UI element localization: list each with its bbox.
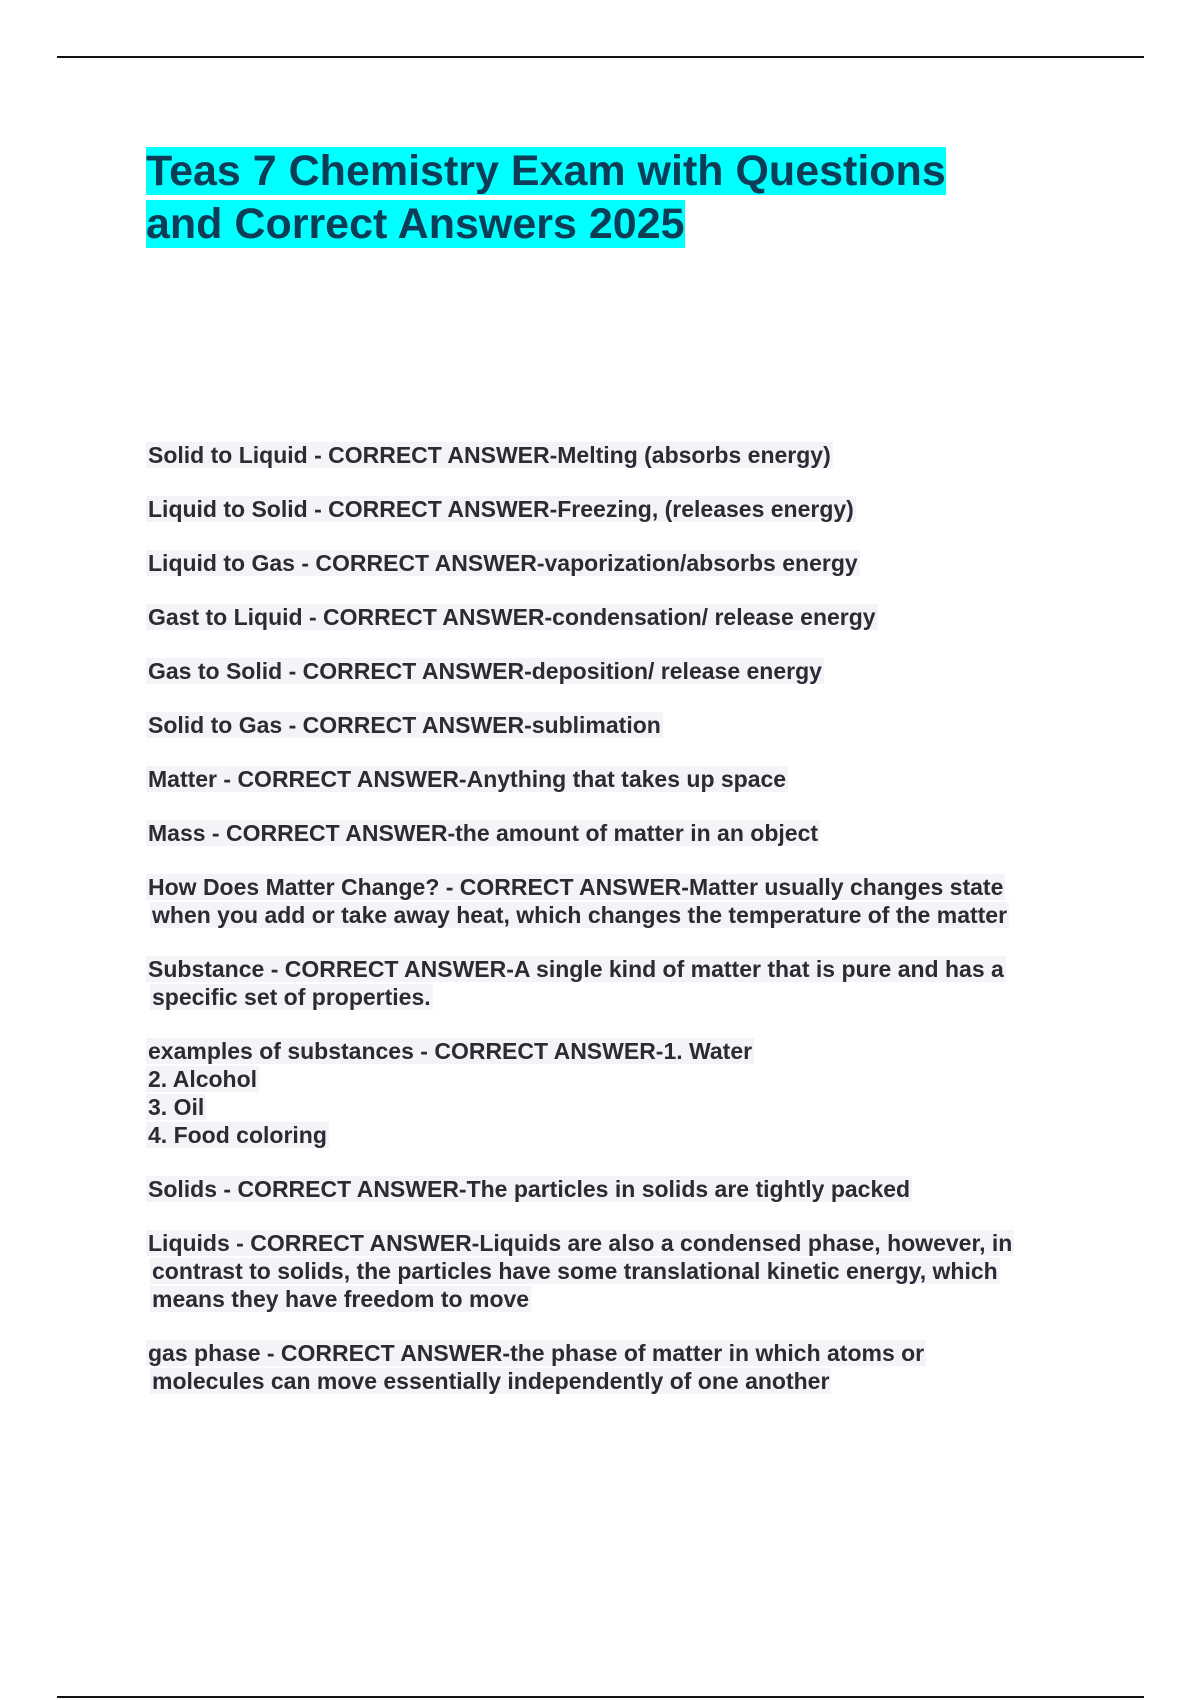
title-line-2: and Correct Answers 2025 [146,200,685,248]
qa-text-line-1: How Does Matter Change? - CORRECT ANSWER-Matter usually changes state [148,874,1004,900]
qa-item-solid-to-gas [146,711,1086,739]
qa-text: Gas to Solid - CORRECT ANSWER-deposition/ release energy [148,658,822,684]
qa-text-line-2: when you add or take away heat, which changes the temperature of the matter [152,902,1008,928]
qa-item-solids [146,1175,1086,1203]
qa-sub-item: 2. Alcohol [148,1066,258,1092]
bottom-divider [57,1696,1144,1698]
qa-text: Mass - CORRECT ANSWER-the amount of matter in an object [148,820,819,846]
qa-text: Matter - CORRECT ANSWER-Anything that takes up space [148,766,787,792]
qa-sub-item: 4. Food coloring [148,1122,327,1148]
qa-text-line-1: examples of substances - CORRECT ANSWER-1. Water [148,1038,753,1064]
qa-sub-item: 3. Oil [148,1094,205,1120]
qa-item-gas-phase [146,1339,1086,1395]
qa-item-liquid-to-solid [146,495,1086,523]
qa-item-mass [146,819,1086,847]
qa-item-gas-to-liquid [146,603,1086,631]
qa-text-line-1: Substance - CORRECT ANSWER-A single kind of matter that is pure and has a [148,956,1004,982]
qa-text-line-3: means they have freedom to move [152,1286,530,1312]
qa-text-line-2: specific set of properties. [152,984,431,1010]
qa-text: Liquid to Gas - CORRECT ANSWER-vaporization/absorbs energy [148,550,858,576]
qa-text-line-2: contrast to solids, the particles have some translational kinetic energy, which [152,1258,998,1284]
qa-item-substance [146,955,1086,1011]
qa-item-liquid-to-gas [146,549,1086,577]
qa-list [146,441,1086,1421]
qa-text-line-1: gas phase - CORRECT ANSWER-the phase of matter in which atoms or [148,1340,925,1366]
qa-text: Solid to Gas - CORRECT ANSWER-sublimation [148,712,661,738]
qa-text-line-2: molecules can move essentially independently of one another [152,1368,830,1394]
qa-item-liquids [146,1229,1086,1313]
title-line-1: Teas 7 Chemistry Exam with Questions [146,147,946,195]
qa-item-solid-to-liquid [146,441,1086,469]
qa-item-matter-change [146,873,1086,929]
qa-item-gas-to-solid [146,657,1086,685]
qa-item-matter [146,765,1086,793]
top-divider [57,56,1144,58]
qa-text: Liquid to Solid - CORRECT ANSWER-Freezing, (releases energy) [148,496,854,522]
qa-item-examples-of-substances [146,1037,1086,1149]
qa-text: Gast to Liquid - CORRECT ANSWER-condensation/ release energy [148,604,876,630]
qa-text: Solid to Liquid - CORRECT ANSWER-Melting (absorbs energy) [148,442,831,468]
document-title [146,145,1066,251]
qa-text-line-1: Liquids - CORRECT ANSWER-Liquids are also a condensed phase, however, in [148,1230,1013,1256]
qa-text: Solids - CORRECT ANSWER-The particles in solids are tightly packed [148,1176,911,1202]
